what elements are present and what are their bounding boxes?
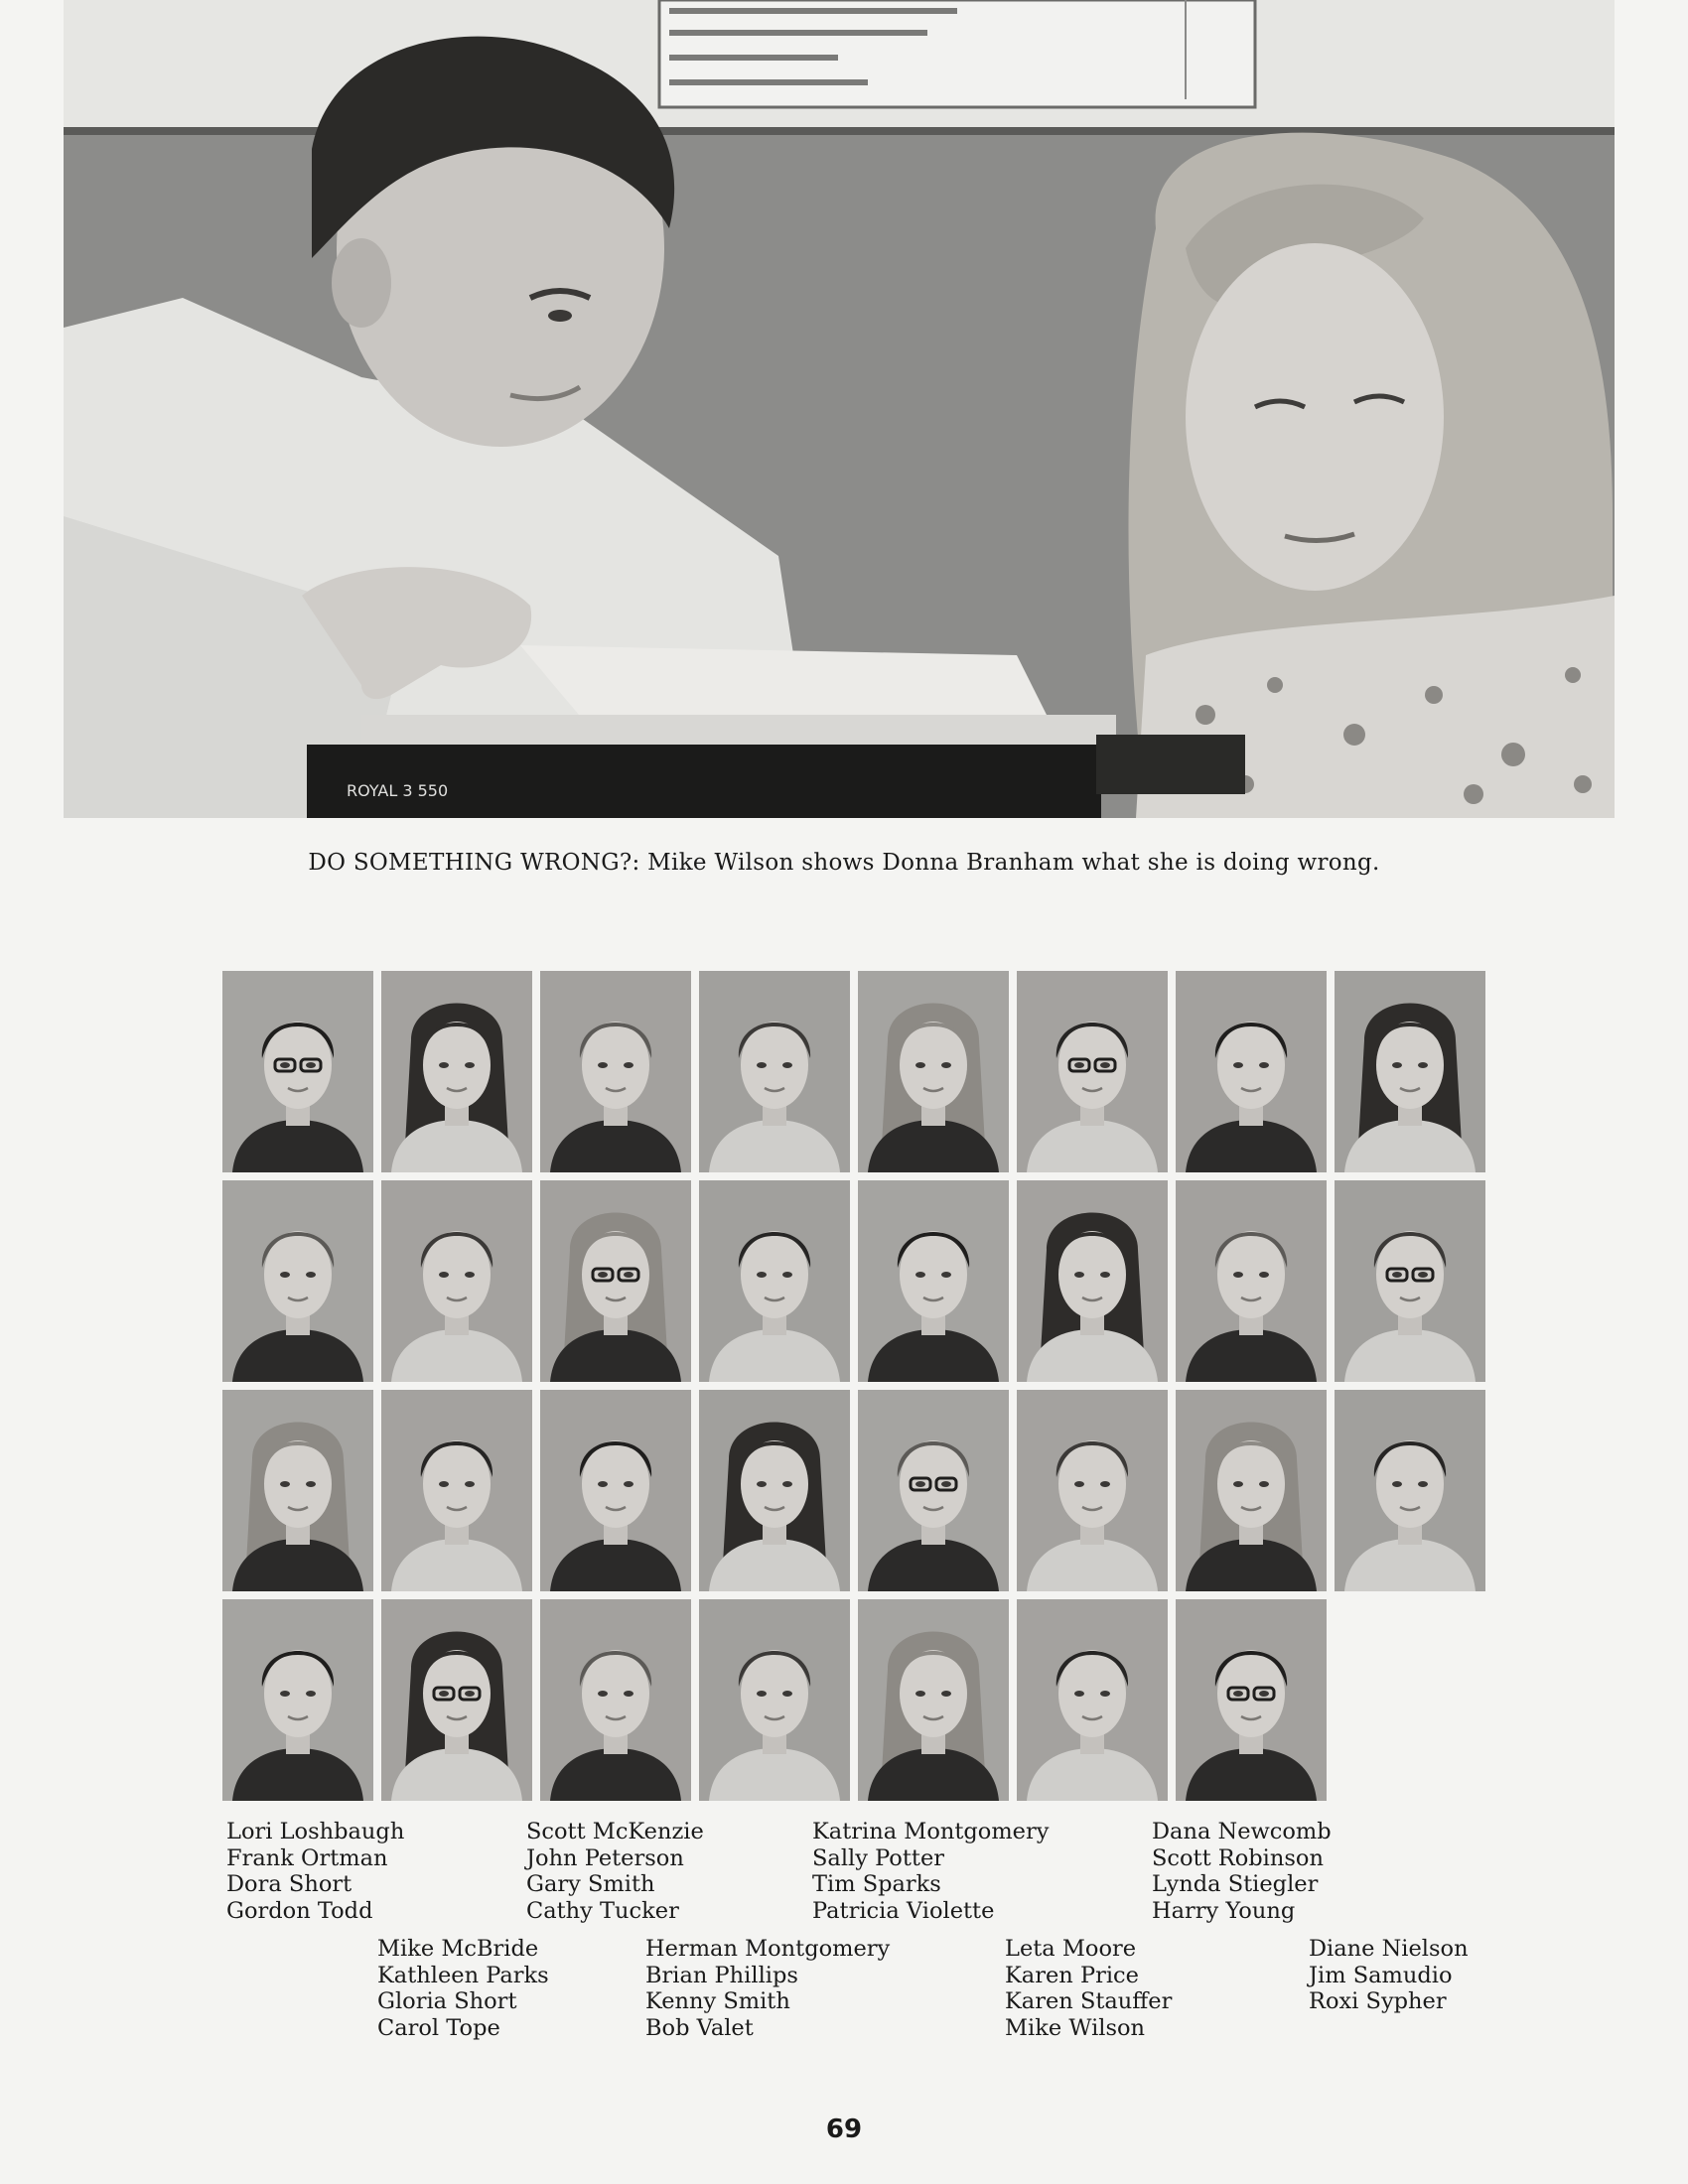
student-portrait (1335, 971, 1485, 1172)
typewriter-brand: ROYAL 3 550 (347, 781, 449, 800)
student-portrait (222, 1390, 373, 1591)
student-portrait (381, 1180, 532, 1382)
student-portrait (699, 1180, 850, 1382)
portrait-row (222, 1180, 1483, 1382)
student-portrait (1017, 1599, 1168, 1801)
page-number: 69 (825, 2115, 863, 2144)
student-portrait (1335, 1180, 1485, 1382)
student-name: Gloria Short (377, 1988, 517, 2014)
student-portrait (1017, 971, 1168, 1172)
student-name: Herman Montgomery (645, 1936, 891, 1962)
names-column-top-2 (526, 1819, 704, 1924)
student-portrait (381, 1390, 532, 1591)
student-name: Mike McBride (377, 1936, 539, 1962)
student-name: Dana Newcomb (1152, 1819, 1332, 1844)
photo-caption: DO SOMETHING WRONG?: Mike Wilson shows Donna Branham what she is doing wrong. (308, 850, 1380, 876)
student-portrait (1335, 1390, 1485, 1591)
student-portrait (699, 1390, 850, 1591)
student-portrait (222, 1180, 373, 1382)
student-portrait (1176, 1599, 1327, 1801)
student-name: Roxi Sypher (1309, 1988, 1447, 2014)
student-portrait (858, 1390, 1009, 1591)
student-name: Leta Moore (1005, 1936, 1137, 1962)
student-name: Sally Potter (812, 1844, 945, 1871)
student-portrait (858, 971, 1009, 1172)
student-name: Scott McKenzie (526, 1819, 704, 1844)
portrait-row (222, 1599, 1483, 1801)
student-portrait (1176, 1390, 1327, 1591)
student-portrait (540, 1390, 691, 1591)
student-portrait (222, 971, 373, 1172)
student-name: Katrina Montgomery (812, 1819, 1050, 1844)
student-portrait (1017, 1390, 1168, 1591)
student-name: Gary Smith (526, 1871, 655, 1897)
student-name: Frank Ortman (226, 1844, 388, 1871)
classroom-photo (64, 0, 1615, 818)
names-column-bottom-4 (1309, 1936, 1469, 2015)
names-column-bottom-2 (645, 1936, 890, 2041)
student-name: Carol Tope (377, 2014, 500, 2041)
student-portrait (381, 1599, 532, 1801)
student-name: Brian Phillips (645, 1962, 798, 1988)
names-column-top-3 (812, 1819, 1049, 1924)
student-name: John Peterson (526, 1844, 684, 1871)
names-column-top-4 (1152, 1819, 1332, 1924)
student-name: Patricia Violette (812, 1897, 995, 1924)
student-name: Bob Valet (645, 2014, 754, 2041)
student-name: Karen Stauffer (1005, 1988, 1173, 2014)
names-column-bottom-3 (1005, 1936, 1172, 2041)
student-portrait (381, 971, 532, 1172)
student-name: Kathleen Parks (377, 1962, 549, 1988)
names-column-top-1 (226, 1819, 404, 1924)
student-name: Tim Sparks (812, 1871, 941, 1897)
student-portrait (222, 1599, 373, 1801)
student-portrait (858, 1180, 1009, 1382)
student-portrait (1017, 1180, 1168, 1382)
student-name: Dora Short (226, 1871, 352, 1897)
student-portrait (540, 971, 691, 1172)
student-name: Cathy Tucker (526, 1897, 679, 1924)
student-name: Kenny Smith (645, 1988, 790, 2014)
portrait-grid (222, 971, 1483, 1809)
student-name: Jim Samudio (1309, 1962, 1453, 1988)
student-portrait (540, 1180, 691, 1382)
student-portrait (1176, 971, 1327, 1172)
student-portrait (1176, 1180, 1327, 1382)
student-portrait (699, 1599, 850, 1801)
student-name: Gordon Todd (226, 1897, 373, 1924)
student-name: Scott Robinson (1152, 1844, 1324, 1871)
student-name: Karen Price (1005, 1962, 1139, 1988)
student-name: Lynda Stiegler (1152, 1871, 1319, 1897)
student-name: Lori Loshbaugh (226, 1819, 405, 1844)
student-portrait (858, 1599, 1009, 1801)
portrait-row (222, 971, 1483, 1172)
student-name: Mike Wilson (1005, 2014, 1146, 2041)
student-portrait (699, 971, 850, 1172)
portrait-row (222, 1390, 1483, 1591)
names-column-bottom-1 (377, 1936, 549, 2041)
student-portrait (540, 1599, 691, 1801)
student-name: Diane Nielson (1309, 1936, 1469, 1962)
student-name: Harry Young (1152, 1897, 1296, 1924)
